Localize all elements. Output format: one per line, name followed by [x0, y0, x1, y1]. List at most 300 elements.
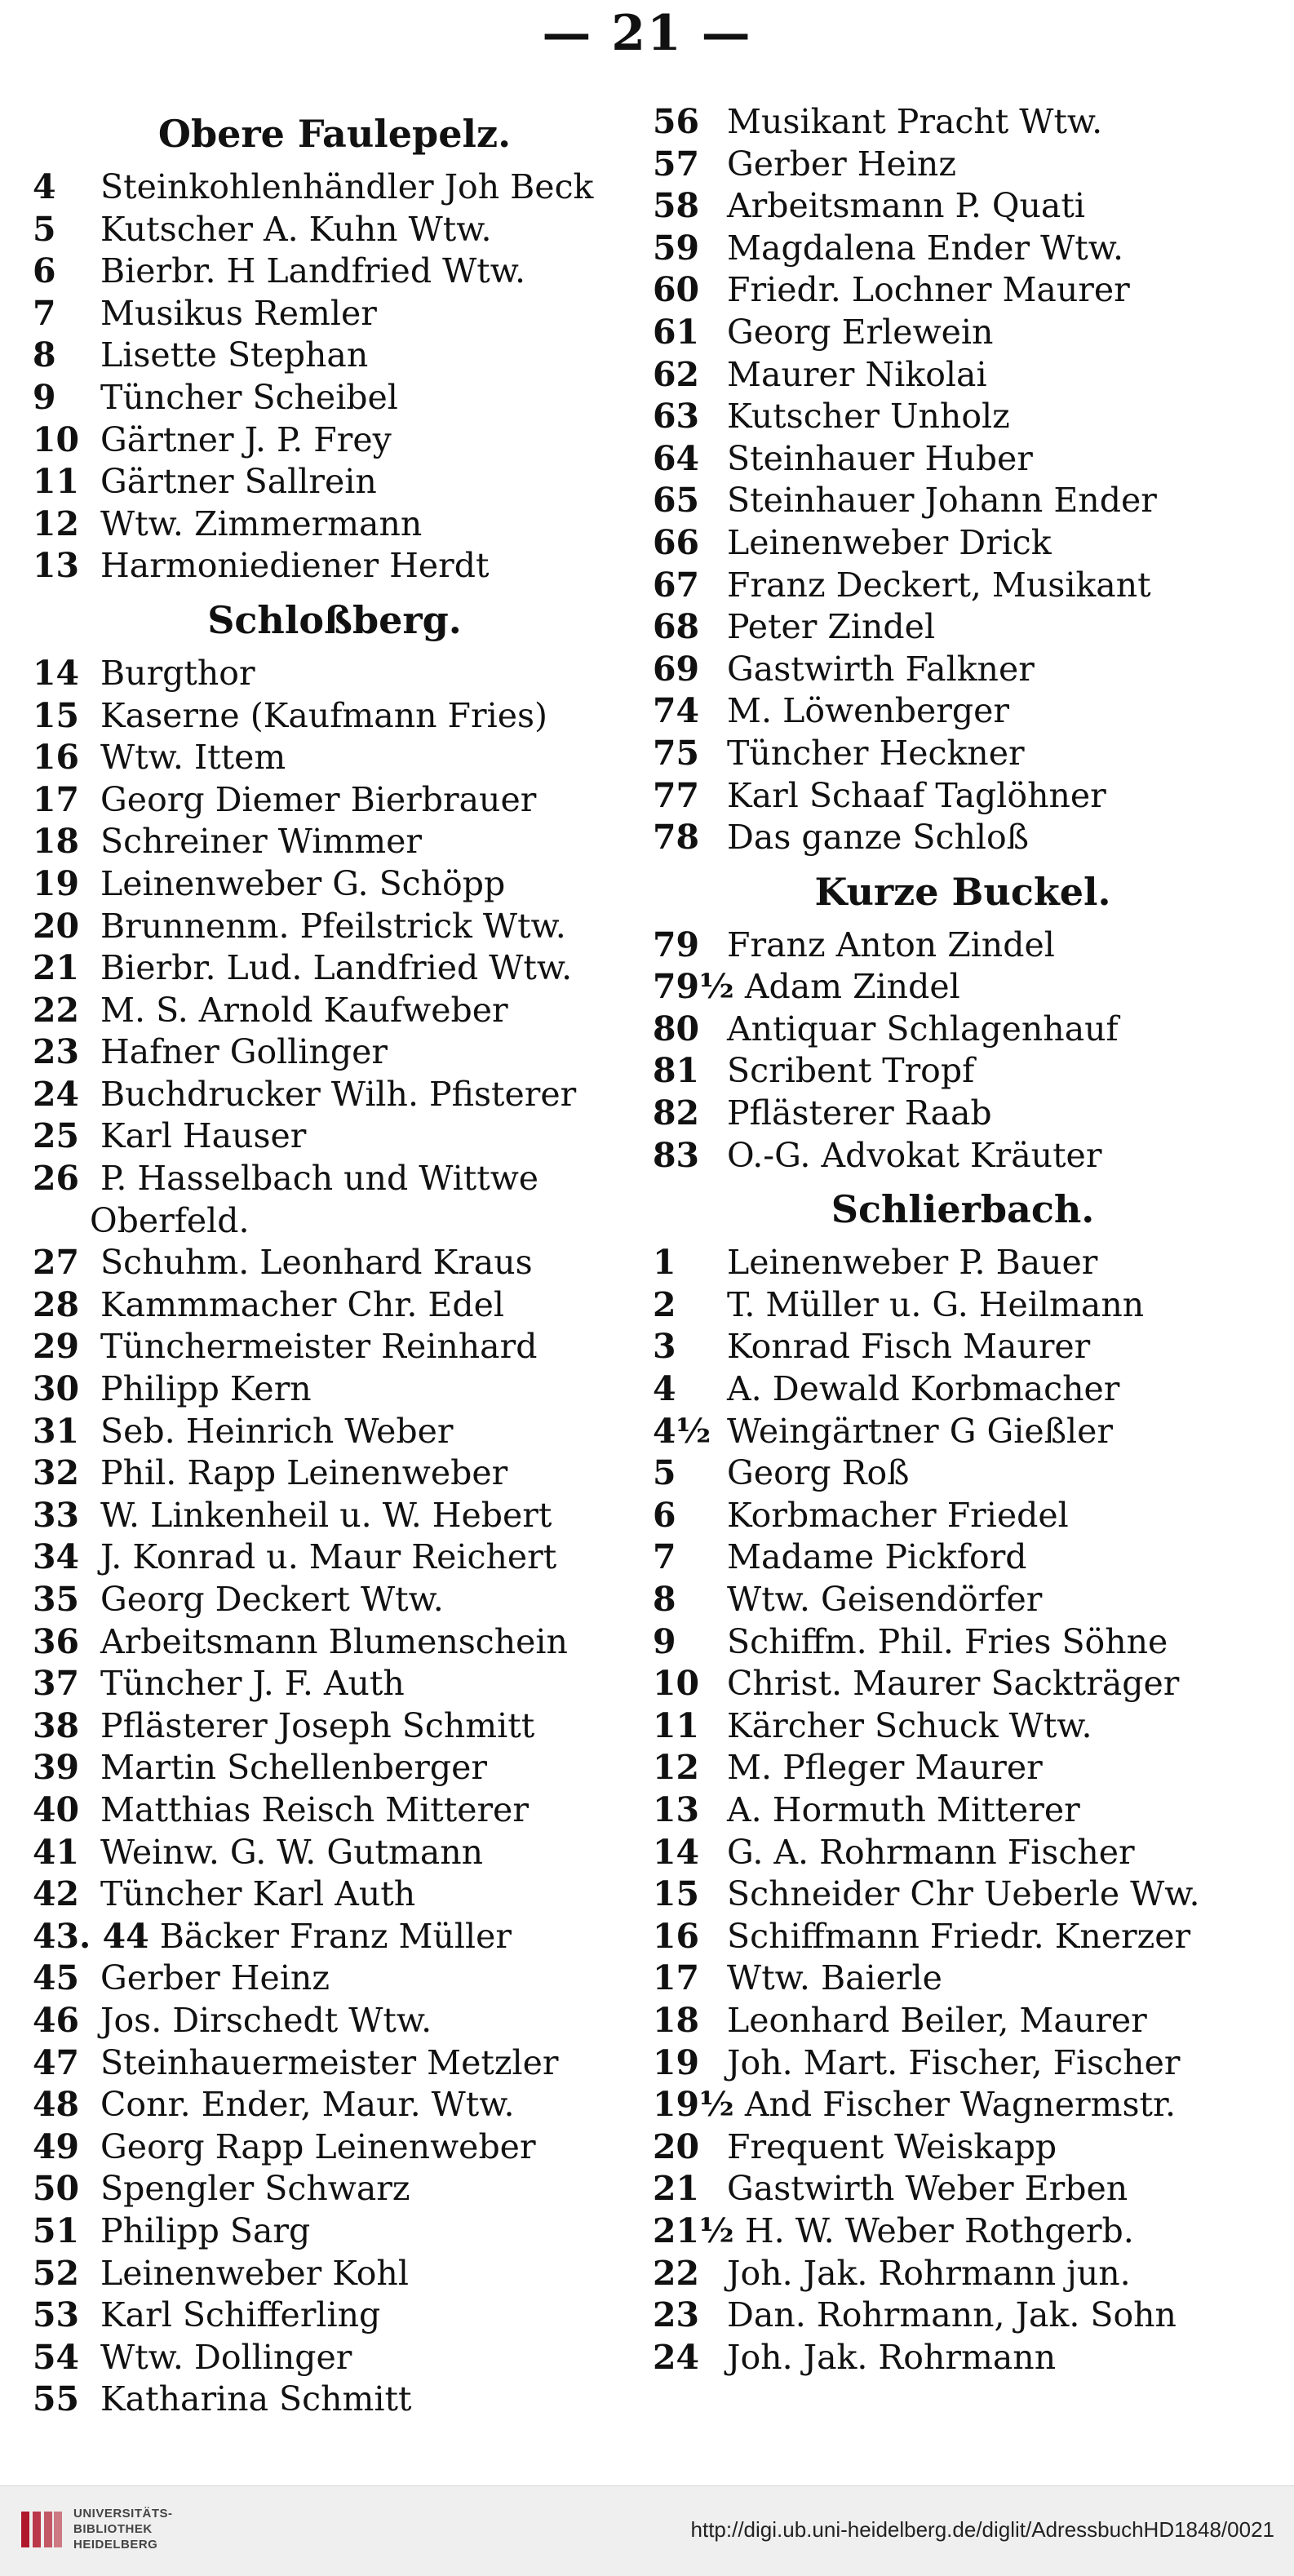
- resident-name: Joh. Jak. Rohrmann: [727, 2337, 1057, 2377]
- address-entry: [653, 2253, 1273, 2295]
- resident-name: Franz Deckert, Musikant: [727, 565, 1151, 605]
- resident-name: Leinenweber P. Bauer: [727, 1243, 1098, 1283]
- resident-name: Adam Zindel: [744, 967, 960, 1007]
- resident-name: Gerber Heinz: [727, 144, 956, 184]
- address-entry: [33, 695, 636, 738]
- house-number: 56: [653, 102, 700, 141]
- address-entry: [653, 2337, 1273, 2379]
- house-number: 5: [653, 1453, 676, 1493]
- address-entry: [653, 2210, 1273, 2253]
- house-number: 60: [653, 270, 700, 310]
- house-number: 17: [653, 1958, 700, 1998]
- address-entry: [653, 2084, 1273, 2126]
- resident-name: Schiffmann Friedr. Knerzer: [727, 1916, 1191, 1956]
- address-entry: [33, 1957, 636, 2000]
- address-entry: [33, 1495, 636, 1537]
- resident-name: Konrad Fisch Maurer: [727, 1327, 1091, 1367]
- address-entry: [33, 209, 636, 251]
- address-entry: [653, 185, 1273, 228]
- resident-name: Katharina Schmitt: [100, 2379, 412, 2419]
- address-entry: [33, 2042, 636, 2085]
- left-column: [33, 101, 636, 2421]
- house-number: 53: [33, 2295, 80, 2335]
- house-number: 36: [33, 1621, 80, 1661]
- address-entry: [653, 1621, 1273, 1664]
- address-entry: [33, 906, 636, 948]
- house-number: 59: [653, 228, 700, 268]
- address-entry: [33, 461, 636, 503]
- address-entry: [653, 144, 1273, 186]
- resident-name-continued: Oberfeld.: [90, 1200, 250, 1240]
- resident-name: Hafner Gollinger: [100, 1032, 388, 1072]
- resident-name: O.-G. Advokat Kräuter: [727, 1135, 1102, 1175]
- resident-name: Martin Schellenberger: [100, 1748, 487, 1788]
- resident-name: Leonhard Beiler, Maurer: [727, 2000, 1147, 2040]
- address-entry: [33, 2000, 636, 2042]
- house-number: 32: [33, 1453, 80, 1493]
- house-number: 13: [653, 1789, 700, 1829]
- house-number: 67: [653, 565, 700, 605]
- resident-name: Steinhauermeister Metzler: [100, 2042, 559, 2082]
- address-entry: [33, 1705, 636, 1748]
- address-entry: [33, 1158, 636, 1242]
- resident-name: Musikus Remler: [100, 293, 377, 333]
- street-heading: Schloßberg.: [207, 597, 462, 642]
- resident-name: T. Müller u. G. Heilmann: [727, 1284, 1145, 1324]
- address-entry: [33, 1789, 636, 1832]
- house-number: 41: [33, 1832, 80, 1872]
- address-entry: [33, 1536, 636, 1579]
- house-number: 18: [33, 822, 80, 862]
- house-number: 37: [33, 1664, 80, 1704]
- resident-name: Joh. Mart. Fischer, Fischer: [727, 2042, 1181, 2082]
- logo-line: HEIDELBERG: [73, 2538, 158, 2552]
- resident-name: Gärtner J. P. Frey: [100, 419, 392, 459]
- street-heading: Schlierbach.: [831, 1187, 1095, 1232]
- library-logo-icon: [18, 2507, 64, 2552]
- house-number: 12: [653, 1748, 700, 1788]
- address-entry: [653, 228, 1273, 270]
- resident-name: H. W. Weber Rothgerb.: [744, 2210, 1134, 2250]
- resident-name: Steinhauer Huber: [727, 438, 1033, 478]
- house-number: 18: [653, 2000, 700, 2040]
- address-entry: [33, 251, 636, 293]
- address-entry: [653, 1663, 1273, 1705]
- resident-name: Schreiner Wimmer: [100, 822, 422, 862]
- source-url[interactable]: http://digi.ub.uni-heidelberg.de/diglit/AdressbuchHD1848/0021: [690, 2517, 1274, 2542]
- address-entry: [653, 775, 1273, 818]
- house-number: 77: [653, 775, 700, 815]
- address-entry: [653, 1093, 1273, 1135]
- house-number: 10: [33, 419, 80, 459]
- resident-name: Georg Rapp Leinenweber: [100, 2126, 536, 2166]
- resident-name: Brunnenm. Pfeilstrick Wtw.: [100, 906, 566, 946]
- house-number: 10: [653, 1664, 700, 1704]
- address-entry: [653, 396, 1273, 438]
- house-number: 78: [653, 818, 700, 858]
- resident-name: W. Linkenheil u. W. Hebert: [100, 1495, 552, 1535]
- resident-name: Tüncher Scheibel: [100, 377, 398, 417]
- house-number: 21: [33, 948, 80, 988]
- address-entry: [653, 1536, 1273, 1579]
- address-entry: [653, 966, 1273, 1009]
- resident-name: Burgthor: [100, 653, 255, 693]
- address-entry: [653, 1009, 1273, 1051]
- house-number: 8: [33, 335, 56, 375]
- resident-name: Weingärtner G Gießler: [727, 1411, 1113, 1451]
- resident-name: Wtw. Ittem: [100, 738, 286, 778]
- house-number: 4: [33, 167, 56, 206]
- address-entry: [33, 2126, 636, 2169]
- resident-name: Madame Pickford: [727, 1537, 1027, 1577]
- address-entry: [33, 545, 636, 587]
- resident-name: Das ganze Schloß: [727, 818, 1030, 858]
- house-number: 63: [653, 397, 700, 437]
- house-number: 47: [33, 2042, 80, 2082]
- house-number: 7: [653, 1537, 676, 1577]
- address-entry: [653, 480, 1273, 522]
- resident-name: Korbmacher Friedel: [727, 1495, 1069, 1535]
- house-number: 21½: [653, 2210, 734, 2250]
- house-number: 15: [653, 1874, 700, 1914]
- address-entry: [33, 1031, 636, 1074]
- house-number: 12: [33, 503, 80, 543]
- address-entry: [653, 1326, 1273, 1368]
- resident-name: Karl Schaaf Taglöhner: [727, 775, 1106, 815]
- resident-name: Tüncher J. F. Auth: [100, 1664, 405, 1704]
- house-number: 24: [653, 2337, 700, 2377]
- address-entry: [653, 354, 1273, 397]
- house-number: 20: [653, 2126, 700, 2166]
- resident-name: Pflästerer Raab: [727, 1093, 992, 1133]
- address-entry: [653, 924, 1273, 967]
- address-entry: [33, 779, 636, 822]
- resident-name: Scribent Tropf: [727, 1051, 975, 1091]
- address-entry: [653, 649, 1273, 691]
- resident-name: And Fischer Wagnermstr.: [744, 2085, 1177, 2125]
- address-entry: [33, 1747, 636, 1789]
- house-number: 29: [33, 1327, 80, 1367]
- house-number: 51: [33, 2210, 80, 2250]
- address-entry: [653, 1242, 1273, 1284]
- address-entry: [33, 737, 636, 779]
- resident-name: Franz Anton Zindel: [727, 924, 1055, 964]
- house-number: 24: [33, 1074, 80, 1114]
- address-entry: [653, 1495, 1273, 1537]
- resident-name: Lisette Stephan: [100, 335, 369, 375]
- address-entry: [33, 990, 636, 1032]
- resident-name: Gerber Heinz: [100, 1958, 330, 1998]
- address-entry: [653, 2126, 1273, 2169]
- resident-name: Schneider Chr Ueberle Ww.: [727, 1874, 1200, 1914]
- house-number: 82: [653, 1093, 700, 1133]
- house-number: 35: [33, 1580, 80, 1619]
- resident-name: Kaserne (Kaufmann Fries): [100, 695, 548, 735]
- house-number: 9: [653, 1621, 676, 1661]
- resident-name: Leinenweber Drick: [727, 522, 1052, 562]
- address-entry: [653, 1579, 1273, 1621]
- address-entry: [33, 947, 636, 990]
- house-number: 4½: [653, 1411, 711, 1451]
- house-number: 45: [33, 1958, 80, 1998]
- house-number: 25: [33, 1116, 80, 1156]
- resident-name: Seb. Heinrich Weber: [100, 1411, 454, 1451]
- address-entry: [33, 166, 636, 209]
- address-entry: [653, 1452, 1273, 1495]
- address-entry: [653, 1368, 1273, 1411]
- street-heading: Obere Faulepelz.: [157, 112, 512, 156]
- house-number: 15: [33, 695, 80, 735]
- resident-name: Bierbr. H Landfried Wtw.: [100, 251, 525, 291]
- address-entry: [653, 690, 1273, 733]
- address-entry: [653, 1050, 1273, 1093]
- address-entry: [653, 101, 1273, 144]
- address-entry: [33, 1832, 636, 1874]
- house-number: 75: [653, 733, 700, 773]
- house-number: 39: [33, 1748, 80, 1788]
- house-number: 1: [653, 1243, 676, 1283]
- address-entry: [33, 2253, 636, 2295]
- house-number: 7: [33, 293, 56, 333]
- address-entry: [653, 817, 1273, 859]
- resident-name: Friedr. Lochner Maurer: [727, 270, 1130, 310]
- address-entry: [653, 1747, 1273, 1789]
- house-number: 38: [33, 1705, 80, 1745]
- house-number: 3: [653, 1327, 676, 1367]
- resident-name: Tüncher Karl Auth: [100, 1874, 416, 1914]
- resident-name: Tüncher Heckner: [727, 733, 1025, 773]
- house-number: 40: [33, 1789, 80, 1829]
- house-number: 16: [653, 1916, 700, 1956]
- house-number: 26: [33, 1159, 80, 1199]
- address-entry: [33, 1242, 636, 1284]
- house-number: 9: [33, 377, 56, 417]
- resident-name: Kammmacher Chr. Edel: [100, 1284, 504, 1324]
- address-entry: [33, 2084, 636, 2126]
- house-number: 62: [653, 354, 700, 394]
- address-entry: [653, 1916, 1273, 1958]
- house-number: 2: [653, 1284, 676, 1324]
- resident-name: Arbeitsmann P. Quati: [727, 186, 1085, 226]
- house-number: 74: [653, 691, 700, 731]
- address-entry: [33, 1411, 636, 1453]
- address-entry: [653, 312, 1273, 354]
- house-number: 69: [653, 649, 700, 689]
- house-number: 8: [653, 1580, 676, 1619]
- house-number: 46: [33, 2000, 80, 2040]
- address-entry: [33, 1284, 636, 1327]
- house-number: 79½: [653, 967, 734, 1007]
- house-number: 83: [653, 1135, 700, 1175]
- address-entry: [33, 2337, 636, 2379]
- footer-bar: [0, 2485, 1294, 2576]
- resident-name: Conr. Ender, Maur. Wtw.: [100, 2085, 515, 2125]
- resident-name: M. Pfleger Maurer: [727, 1748, 1043, 1788]
- resident-name: Buchdrucker Wilh. Pfisterer: [100, 1074, 577, 1114]
- address-entry: [33, 1621, 636, 1664]
- house-number: 50: [33, 2169, 80, 2209]
- resident-name: Matthias Reisch Mitterer: [100, 1789, 529, 1829]
- address-entry: [653, 1873, 1273, 1916]
- address-entry: [653, 1284, 1273, 1327]
- resident-name: Wtw. Dollinger: [100, 2337, 352, 2377]
- resident-name: Spengler Schwarz: [100, 2169, 410, 2209]
- resident-name: Tünchermeister Reinhard: [100, 1327, 538, 1367]
- address-entry: [653, 1789, 1273, 1832]
- address-entry: [653, 269, 1273, 312]
- house-number: 33: [33, 1495, 80, 1535]
- house-number: 34: [33, 1537, 80, 1577]
- resident-name: Dan. Rohrmann, Jak. Sohn: [727, 2295, 1177, 2335]
- address-entry: [653, 2294, 1273, 2337]
- resident-name: Weinw. G. W. Gutmann: [100, 1832, 484, 1872]
- address-entry: [33, 1873, 636, 1916]
- address-entry: [33, 1074, 636, 1116]
- house-number: 21: [653, 2169, 700, 2209]
- resident-name: Bäcker Franz Müller: [159, 1916, 512, 1956]
- resident-name: Georg Diemer Bierbrauer: [100, 779, 537, 819]
- address-entry: [33, 1452, 636, 1495]
- address-entry: [33, 1326, 636, 1368]
- address-entry: [33, 2379, 636, 2421]
- house-number: 6: [653, 1495, 676, 1535]
- resident-name: Kutscher A. Kuhn Wtw.: [100, 209, 492, 249]
- house-number: 20: [33, 906, 80, 946]
- resident-name: Gastwirth Falkner: [727, 649, 1035, 689]
- resident-name: Kutscher Unholz: [727, 397, 1010, 437]
- house-number: 6: [33, 251, 56, 291]
- resident-name: Georg Erlewein: [727, 312, 994, 352]
- house-number: 80: [653, 1009, 700, 1049]
- house-number: 19: [33, 863, 80, 903]
- resident-name: Phil. Rapp Leinenweber: [100, 1453, 508, 1493]
- resident-name: Karl Schifferling: [100, 2295, 381, 2335]
- house-number: 19: [653, 2042, 700, 2082]
- resident-name: Pflästerer Joseph Schmitt: [100, 1705, 535, 1745]
- resident-name: Antiquar Schlagenhauf: [727, 1009, 1119, 1049]
- resident-name: Wtw. Geisendörfer: [727, 1580, 1043, 1619]
- resident-name: Wtw. Baierle: [727, 1958, 942, 1998]
- house-number: 27: [33, 1243, 80, 1283]
- address-entry: [33, 821, 636, 863]
- resident-name: Jos. Dirschedt Wtw.: [100, 2000, 432, 2040]
- resident-name: Musikant Pracht Wtw.: [727, 102, 1103, 141]
- house-number: 11: [33, 462, 80, 502]
- resident-name: Gärtner Sallrein: [100, 462, 377, 502]
- address-entry: [653, 1705, 1273, 1748]
- resident-name: Schiffm. Phil. Fries Söhne: [727, 1621, 1168, 1661]
- resident-name: Steinkohlenhändler Joh Beck: [100, 167, 594, 206]
- right-column: [653, 101, 1273, 2379]
- logo-line: BIBLIOTHEK: [73, 2522, 153, 2536]
- resident-name: A. Dewald Korbmacher: [727, 1369, 1120, 1409]
- house-number: 13: [33, 546, 80, 586]
- resident-name: J. Konrad u. Maur Reichert: [100, 1537, 557, 1577]
- resident-name: A. Hormuth Mitterer: [727, 1789, 1080, 1829]
- address-entry: [33, 293, 636, 335]
- house-number: 11: [653, 1705, 700, 1745]
- library-logo-text: [73, 2506, 173, 2552]
- resident-name: Joh. Jak. Rohrmann jun.: [727, 2253, 1131, 2293]
- resident-name: Kärcher Schuck Wtw.: [727, 1705, 1092, 1745]
- house-number: 28: [33, 1284, 80, 1324]
- resident-name: Frequent Weiskapp: [727, 2126, 1057, 2166]
- house-number: 5: [33, 209, 56, 249]
- house-number: 22: [33, 990, 80, 1030]
- house-number: 16: [33, 738, 80, 778]
- house-number: 23: [653, 2295, 700, 2335]
- resident-name: Christ. Maurer Sackträger: [727, 1664, 1180, 1704]
- resident-name: Leinenweber G. Schöpp: [100, 863, 506, 903]
- house-number: 4: [653, 1369, 676, 1409]
- address-entry: [33, 335, 636, 377]
- house-number: 14: [653, 1832, 700, 1872]
- resident-name: Leinenweber Kohl: [100, 2253, 409, 2293]
- address-entry: [33, 2210, 636, 2253]
- house-number: 48: [33, 2085, 80, 2125]
- house-number: 19½: [653, 2085, 734, 2125]
- house-number: 79: [653, 924, 700, 964]
- resident-name: Magdalena Ender Wtw.: [727, 228, 1124, 268]
- resident-name: Peter Zindel: [727, 607, 936, 647]
- house-number: 68: [653, 607, 700, 647]
- house-number: 43. 44: [33, 1916, 149, 1956]
- house-number: 30: [33, 1369, 80, 1409]
- house-number: 55: [33, 2379, 80, 2419]
- address-entry: [653, 565, 1273, 607]
- address-entry: [33, 1663, 636, 1705]
- resident-name: Philipp Sarg: [100, 2210, 311, 2250]
- resident-name: M. Löwenberger: [727, 691, 1009, 731]
- house-number: 52: [33, 2253, 80, 2293]
- house-number: 81: [653, 1051, 700, 1091]
- house-number: 22: [653, 2253, 700, 2293]
- resident-name: Harmoniediener Herdt: [100, 546, 490, 586]
- resident-name: Arbeitsmann Blumenschein: [100, 1621, 568, 1661]
- house-number: 54: [33, 2337, 80, 2377]
- address-entry: [653, 1135, 1273, 1177]
- house-number: 31: [33, 1411, 80, 1451]
- address-entry: [33, 1115, 636, 1158]
- house-number: 64: [653, 438, 700, 478]
- logo-line: UNIVERSITÄTS-: [73, 2507, 173, 2521]
- address-entry: [653, 438, 1273, 481]
- resident-name: Wtw. Zimmermann: [100, 503, 423, 543]
- resident-name: G. A. Rohrmann Fischer: [727, 1832, 1135, 1872]
- resident-name: M. S. Arnold Kaufweber: [100, 990, 508, 1030]
- resident-name: Gastwirth Weber Erben: [727, 2169, 1128, 2209]
- house-number: 61: [653, 312, 700, 352]
- page-number: — 21 —: [542, 5, 752, 62]
- address-entry: [653, 1832, 1273, 1874]
- house-number: 23: [33, 1032, 80, 1072]
- library-logo[interactable]: [18, 2506, 173, 2552]
- house-number: 66: [653, 522, 700, 562]
- address-entry: [653, 2168, 1273, 2210]
- address-entry: [33, 653, 636, 695]
- address-entry: [33, 503, 636, 546]
- resident-name: Schuhm. Leonhard Kraus: [100, 1243, 533, 1283]
- house-number: 49: [33, 2126, 80, 2166]
- address-entry: [33, 419, 636, 462]
- resident-name: Georg Roß: [727, 1453, 910, 1493]
- address-entry: [33, 2168, 636, 2210]
- resident-name: Steinhauer Johann Ender: [727, 481, 1157, 521]
- resident-name: Bierbr. Lud. Landfried Wtw.: [100, 948, 573, 988]
- house-number: 58: [653, 186, 700, 226]
- address-entry: [33, 2294, 636, 2337]
- address-entry: [653, 733, 1273, 775]
